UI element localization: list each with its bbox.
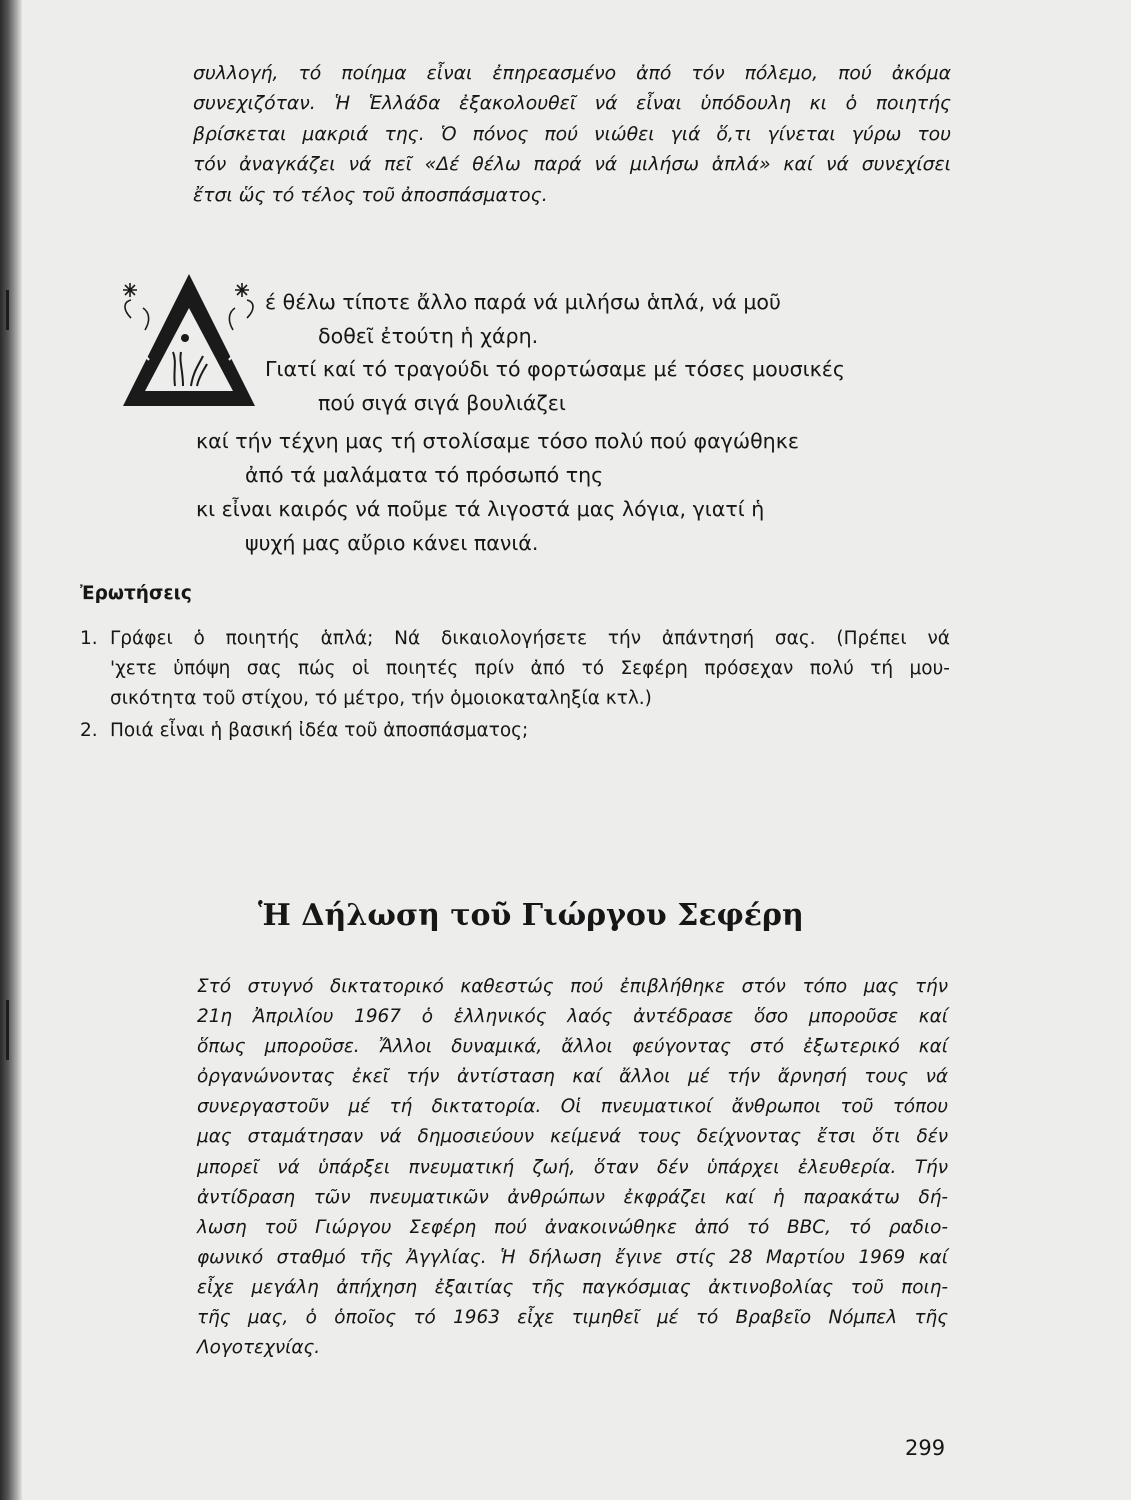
spine-mark	[6, 290, 9, 330]
intro-paragraph	[193, 59, 951, 211]
question-line: Ποιά εἶναι ἡ βασική ἰδέα τοῦ ἀποσπάσματος;	[110, 720, 529, 741]
poem-line: δοθεῖ ἐτούτη ἡ χάρη.	[318, 324, 539, 348]
section-line: 21η Ἀπριλίου 1967 ὁ ἑλληνικός λαός ἀντέδρασε ὅσο μποροῦσε καί	[197, 1006, 948, 1028]
intro-line: βρίσκεται μακριά της. Ὁ πόνος πού νιώθει γιά ὅ,τι γίνεται γύρω του	[193, 123, 951, 145]
section-line: Στό στυγνό δικτατορικό καθεστώς πού ἐπιβλήθηκε στόν τόπο μας τήν	[197, 976, 948, 997]
book-spine-shadow	[0, 0, 22, 1500]
section-paragraph	[197, 972, 948, 1363]
section-line: Λογοτεχνίας.	[197, 1337, 321, 1359]
page-number: 299	[905, 1436, 946, 1460]
question-line: Γράφει ὁ ποιητής ἁπλά; Νά δικαιολογήσετε τήν ἀπάντησή σας. (Πρέπει νά	[110, 628, 950, 649]
intro-line: τόν ἀναγκάζει νά πεῖ «Δέ θέλω παρά νά μιλήσω ἁπλά» καί νά συνεχίσει	[193, 154, 951, 176]
intro-line: συνεχιζόταν. Ἡ Ἑλλάδα ἐξακολουθεῖ νά εἶναι ὑπόδουλη κι ὁ ποιητής	[193, 93, 951, 115]
question-text	[110, 624, 950, 714]
section-line: φωνικό σταθμό τῆς Ἀγγλίας. Ἡ δήλωση ἔγινε στίς 28 Μαρτίου 1969 καί	[197, 1246, 948, 1268]
section-line: ὀργανώνοντας ἐκεῖ τήν ἀντίσταση καί ἄλλοι μέ τήν ἄρνησή τους νά	[197, 1066, 948, 1088]
questions-heading: Ἐρωτήσεις	[80, 583, 192, 604]
section-line: τῆς μας, ὁ ὁποῖος τό 1963 εἶχε τιμηθεῖ μέ τό Βραβεῖο Νόμπελ τῆς	[197, 1307, 948, 1329]
question-number: 2.	[80, 720, 98, 741]
intro-line: ἔτσι ὥς τό τέλος τοῦ ἀποσπάσματος.	[193, 184, 548, 206]
poem-line: κι εἶναι καιρός νά ποῦμε τά λιγοστά μας λόγια, γιατί ἡ	[196, 497, 765, 521]
section-line: μπορεῖ νά ὑπάρξει πνευματική ζωή, ὅταν δέν ὑπάρχει ἐλευθερία. Τήν	[197, 1156, 948, 1178]
poem-line: πού σιγά σιγά βουλιάζει	[318, 391, 566, 415]
question-number: 1.	[80, 628, 98, 649]
poem-line: Γιατί καί τό τραγούδι τό φορτώσαμε μέ τόσες μουσικές	[265, 357, 846, 381]
section-line: μας σταμάτησαν νά δημοσιεύουν κείμενά τους δείχνοντας ἔτσι ὅτι δέν	[197, 1126, 948, 1148]
question-line: 'χετε ὑπόψη σας πώς οἱ ποιητές πρίν ἀπό τό Σεφέρη πρόσεχαν πολύ τή μου-	[110, 658, 950, 679]
question-item	[80, 716, 950, 748]
section-line: εἶχε μεγάλη ἀπήχηση ἐξαιτίας τῆς παγκόσμιας ἀκτινοβολίας τοῦ ποιη-	[197, 1276, 948, 1298]
section-line: λωση τοῦ Γιώργου Σεφέρη πού ἀνακοινώθηκε ἀπό τό BBC, τό ραδιο-	[197, 1216, 948, 1238]
poem-line: ψυχή μας αὔριο κάνει πανιά.	[245, 531, 539, 555]
question-line: σικότητα τοῦ στίχου, τό μέτρο, τήν ὁμοιοκαταληξία κτλ.)	[110, 688, 652, 709]
section-line: ὅπως μποροῦσε. Ἄλλοι δυναμικά, ἄλλοι φεύγοντας στό ἐξωτερικό καί	[197, 1036, 948, 1058]
decorated-initial-delta	[115, 268, 263, 410]
poem-line: ἀπό τά μαλάματα τό πρόσωπό της	[245, 463, 604, 487]
section-line: ἀντίδραση τῶν πνευματικῶν ἀνθρώπων ἐκφράζει καί ἡ παρακάτω δή-	[197, 1186, 948, 1208]
question-item	[80, 624, 950, 716]
section-line: συνεργαστοῦν μέ τή δικτατορία. Οἱ πνευματικοί ἄνθρωποι τοῦ τόπου	[197, 1096, 948, 1118]
spine-mark	[6, 1000, 9, 1060]
poem-line: έ θέλω τίποτε ἄλλο παρά νά μιλήσω ἁπλά, νά μοῦ	[265, 290, 781, 314]
section-title: Ἡ Δήλωση τοῦ Γιώργου Σεφέρη	[258, 898, 804, 933]
question-text	[110, 716, 950, 746]
poem-line: καί τήν τέχνη μας τή στολίσαμε τόσο πολύ πού φαγώθηκε	[196, 429, 799, 453]
intro-line: συλλογή, τό ποίημα εἶναι ἐπηρεασμένο ἀπό τόν πόλεμο, πού ἀκόμα	[193, 63, 951, 84]
